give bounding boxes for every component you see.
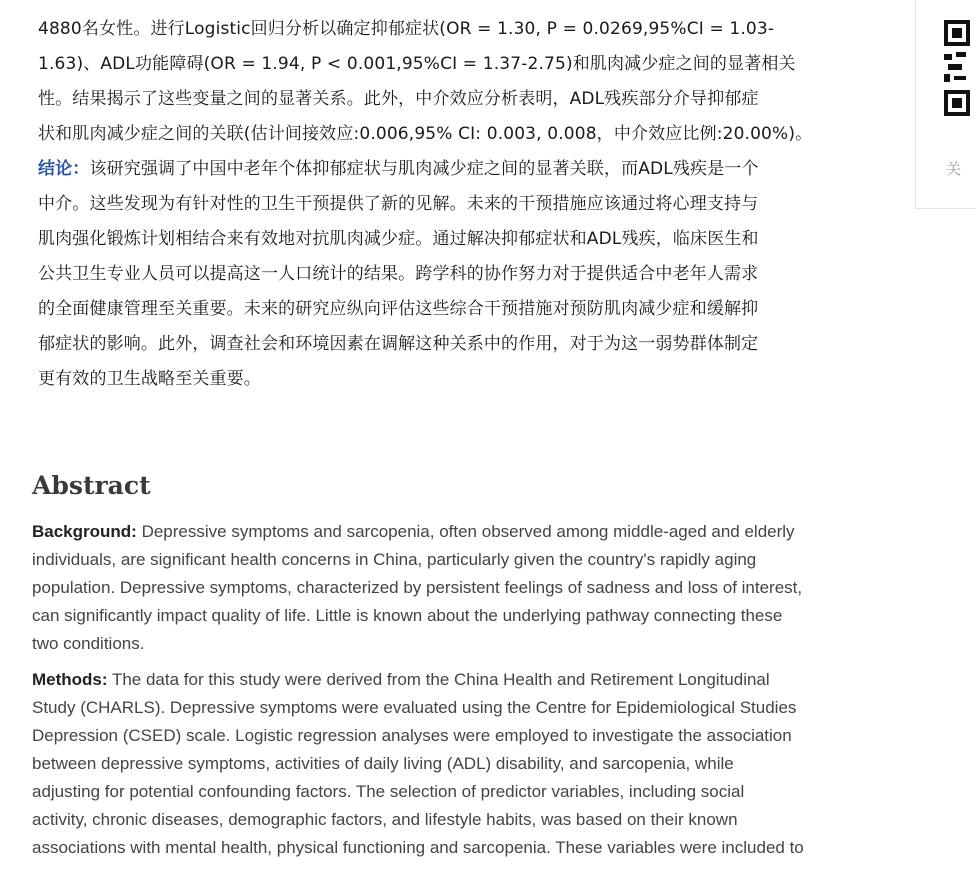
conclusion-label: 结论： (38, 159, 90, 179)
summary-line: 1.63)、ADL功能障碍(OR = 1.94, P < 0.001,95%CI = 1.37-2.75)和肌肉减少症之间的显著相关 (38, 54, 796, 74)
summary-line: 4880名女性。进行Logistic回归分析以确定抑郁症状(OR = 1.30, P = 0.0269,95%CI = 1.03- (38, 19, 775, 39)
english-abstract (32, 468, 872, 870)
qr-code-icon[interactable] (944, 10, 970, 120)
conclusion-line: 的全面健康管理至关重要。未来的研究应纵向评估这些综合干预措施对预防肌肉减少症和缓解抑 (38, 299, 759, 319)
background-label: Background: (32, 522, 137, 541)
summary-line: 状和肌肉减少症之间的关联(估计间接效应:0.006,95% CI: 0.003, 0.008，中介效应比例:20.00%)。 (38, 124, 813, 144)
methods-line: associations with mental health, physical functioning and sarcopenia. These variables were included to (32, 838, 804, 857)
methods-line (32, 666, 872, 694)
methods-label: Methods: (32, 670, 108, 689)
background-line: individuals, are significant health concerns in China, particularly given the country's rapidly aging (32, 550, 757, 569)
methods-line: adjusting for potential confounding factors. The selection of predictor variables, including social (32, 782, 745, 801)
background-line: can significantly impact quality of life. Little is known about the underlying pathway connecting these (32, 606, 783, 625)
conclusion-line: 郁症状的影响。此外，调查社会和环境因素在调解这种关系中的作用，对于为这一弱势群体制定 (38, 334, 759, 354)
methods-line: Depression (CSED) scale. Logistic regression analyses were employed to investigate the association (32, 726, 792, 745)
background-line (32, 518, 872, 546)
conclusion-text: 该研究强调了中国中老年个体抑郁症状与肌肉减少症之间的显著关联，而ADL残疾是一个 (89, 159, 759, 179)
conclusion-line: 肌肉强化锻炼计划相结合来有效地对抗肌肉减少症。通过解决抑郁症状和ADL残疾，临床医生和 (38, 229, 759, 249)
methods-line: Study (CHARLS). Depressive symptoms were evaluated using the Centre for Epidemiological Studies (32, 698, 797, 717)
background-text: Depressive symptoms and sarcopenia, often observed among middle-aged and elderly (136, 522, 795, 541)
methods-line: between depressive symptoms, activities of daily living (ADL) disability, and sarcopenia, while (32, 754, 734, 773)
conclusion-line: 公共卫生专业人员可以提高这一人口统计的结果。跨学科的协作努力对于提供适合中老年人需求 (38, 264, 759, 284)
side-panel-label[interactable]: 关 (946, 160, 962, 178)
summary-line: 性。结果揭示了这些变量之间的显著关系。此外，中介效应分析表明，ADL残疾部分介导抑郁症 (38, 89, 759, 109)
background-line: two conditions. (32, 634, 145, 653)
conclusion-line (38, 152, 868, 187)
conclusion-line: 更有效的卫生战略至关重要。 (38, 369, 261, 389)
side-panel (915, 0, 976, 209)
methods-paragraph (32, 666, 872, 862)
methods-text: The data for this study were derived from the China Health and Retirement Longitudinal (107, 670, 770, 689)
background-paragraph (32, 518, 872, 658)
chinese-summary (38, 0, 868, 397)
background-line: population. Depressive symptoms, characterized by persistent feelings of sadness and loss of interest, (32, 578, 803, 597)
conclusion-line: 中介。这些发现为有针对性的卫生干预提供了新的见解。未来的干预措施应该通过将心理支持与 (38, 194, 759, 214)
abstract-heading: Abstract (32, 471, 151, 500)
methods-line: activity, chronic diseases, demographic factors, and lifestyle habits, was based on their known (32, 810, 738, 829)
